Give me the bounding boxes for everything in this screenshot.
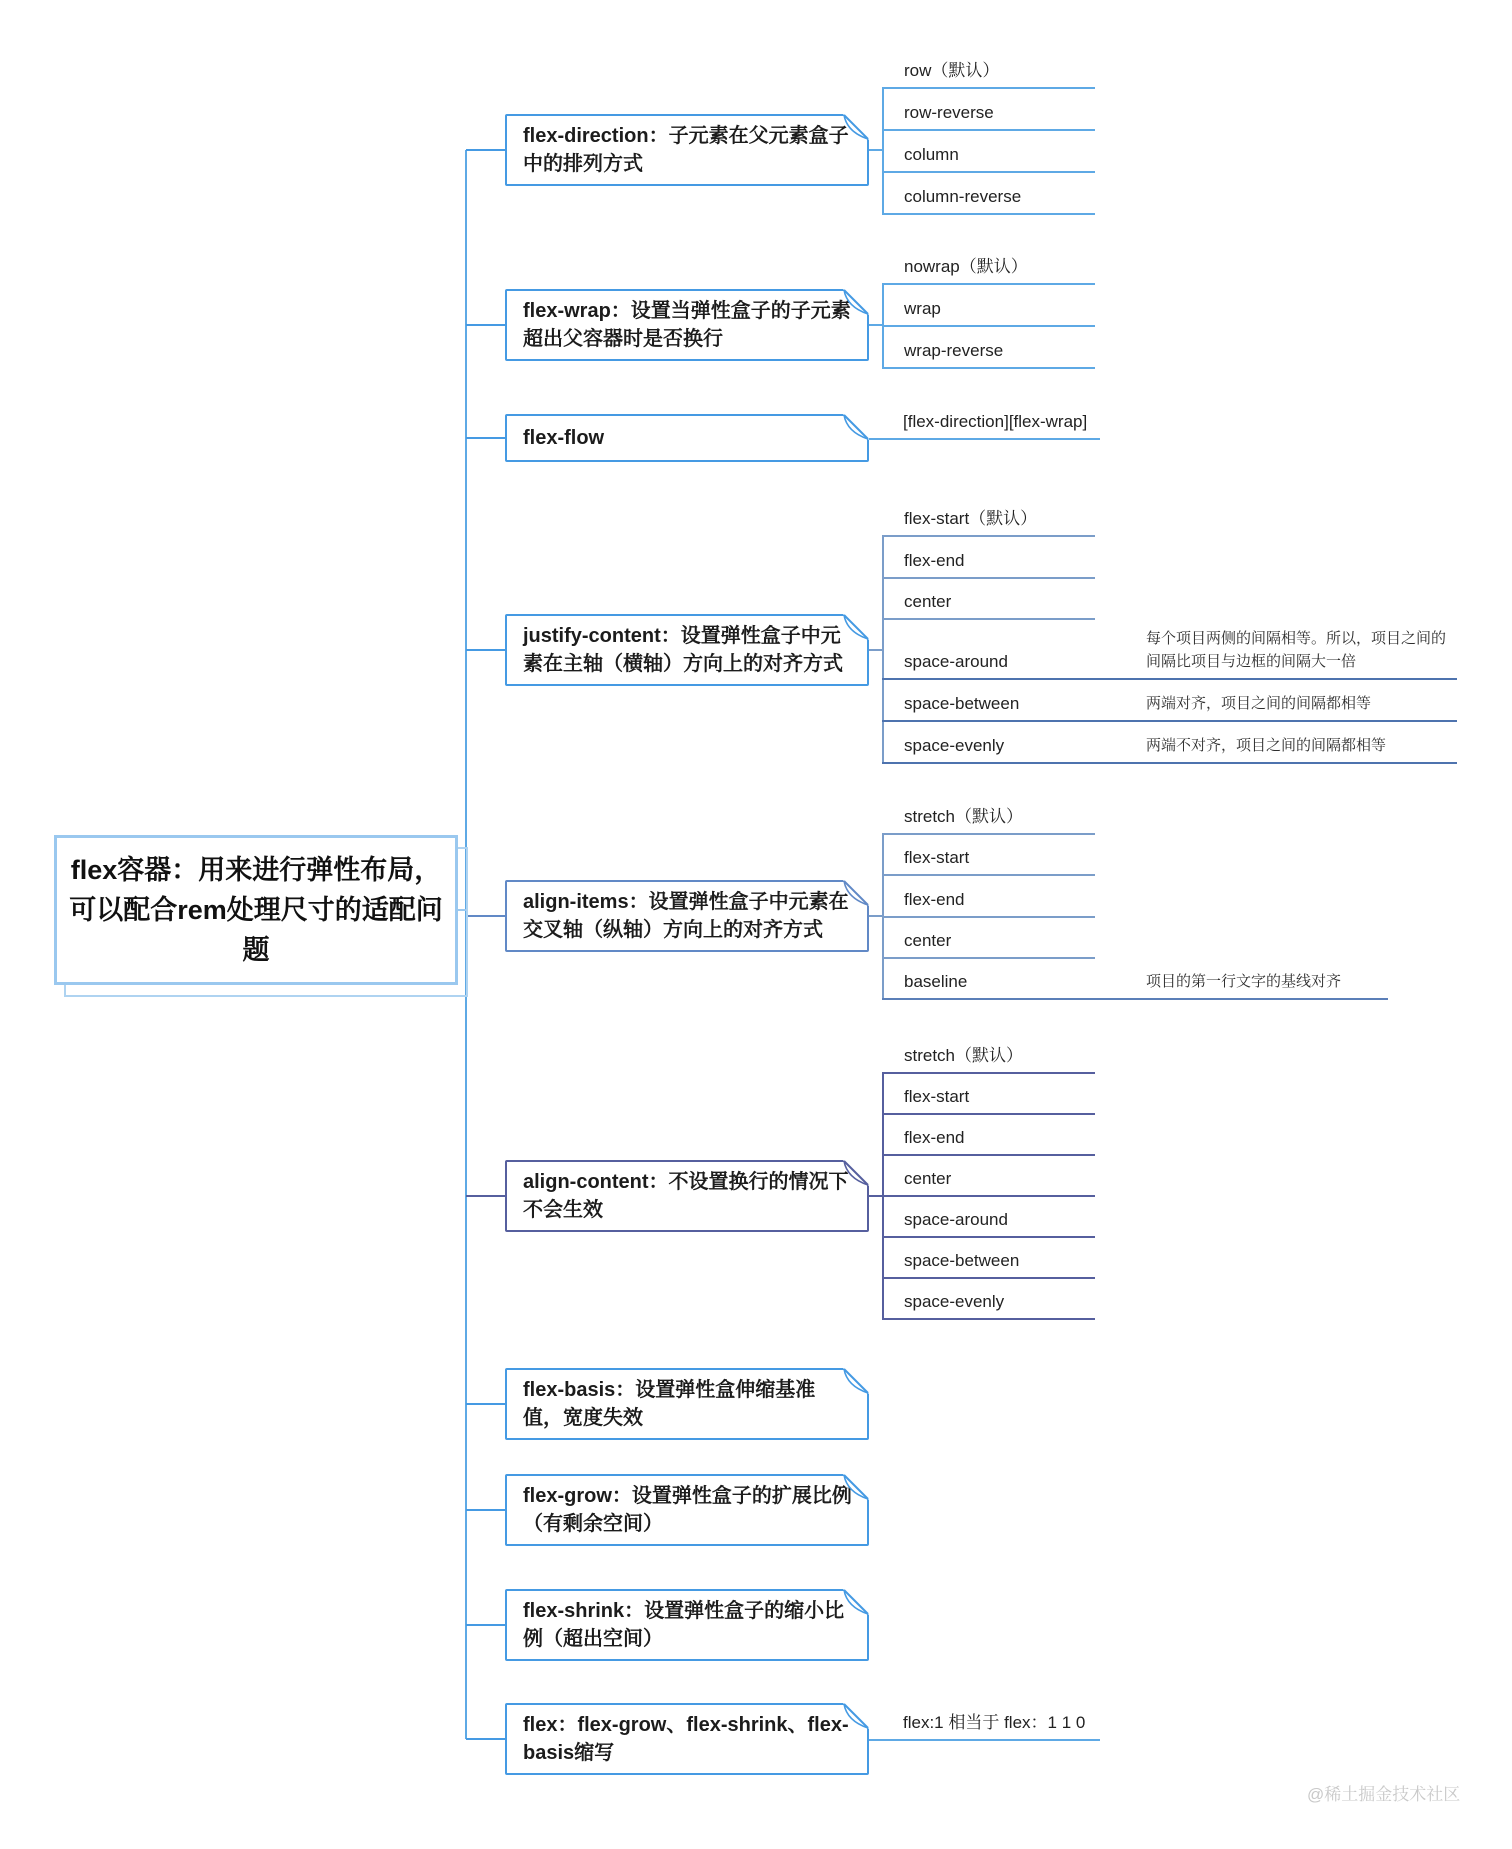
- fold-corner-icon: [843, 880, 869, 906]
- branch-flex-wrap[interactable]: [505, 289, 869, 361]
- fold-corner-icon: [843, 414, 869, 440]
- branch-connector-line: [466, 149, 505, 151]
- branch-label: flex-grow：设置弹性盒子的扩展比例（有剩余空间）: [523, 1485, 852, 1535]
- leaf-label[interactable]: column: [904, 145, 959, 164]
- branch-flex-shrink[interactable]: [505, 1589, 869, 1661]
- leaf-item-align-content-3: [882, 1165, 1095, 1197]
- leaf-item-justify-content-5: [882, 732, 1457, 764]
- branch-label: flex-shrink：设置弹性盒子的缩小比例（超出空间）: [523, 1600, 845, 1650]
- leaf-label[interactable]: space-between: [904, 694, 1020, 713]
- branch-align-content[interactable]: [505, 1160, 869, 1232]
- leaf-item-align-content-6: [882, 1288, 1095, 1320]
- branch-connector-line: [466, 1624, 505, 1626]
- leaf-label[interactable]: row（默认）: [904, 61, 1000, 80]
- leaf-annotation: 项目的第一行文字的基线对齐: [1146, 973, 1342, 990]
- fold-corner-icon: [843, 1474, 869, 1500]
- leaf-label[interactable]: row-reverse: [904, 103, 994, 122]
- branch-connector-line: [466, 915, 505, 917]
- leaf-item-justify-content-4: [882, 690, 1457, 722]
- branch-flex-basis[interactable]: [505, 1368, 869, 1440]
- leaf-item-flex-direction-3: [882, 183, 1095, 215]
- fold-corner-icon: [843, 1160, 869, 1186]
- leaf-item-justify-content-2: [882, 588, 1095, 620]
- branch-label: flex-flow: [523, 427, 605, 449]
- leaf-label[interactable]: stretch（默认）: [904, 807, 1024, 826]
- leaf-label[interactable]: flex-start: [904, 1087, 970, 1106]
- leaf-item-align-items-4: [882, 968, 1388, 1000]
- leaf-item-justify-content-0: [882, 505, 1095, 537]
- leaf-item-align-items-3: [882, 927, 1095, 959]
- branch-connector-line: [466, 324, 505, 326]
- root-node-label: flex容器：用来进行弹性布局，可以配合rem处理尺寸的适配问题: [69, 855, 443, 965]
- leaf-label[interactable]: nowrap（默认）: [904, 257, 1028, 276]
- leaf-item-flex-wrap-0: [882, 253, 1095, 285]
- leaf-item-align-content-5: [882, 1247, 1095, 1279]
- branch-label: flex-basis：设置弹性盒伸缩基准值，宽度失效: [523, 1379, 816, 1429]
- fold-corner-icon: [843, 1703, 869, 1729]
- leaf-label[interactable]: space-around: [904, 652, 1008, 671]
- leaf-item-flex-flow-0: [869, 408, 1100, 440]
- branch-flex[interactable]: [505, 1703, 869, 1775]
- leaf-label[interactable]: flex-end: [904, 890, 965, 909]
- leaf-annotation: 两端对齐，项目之间的间隔都相等: [1146, 695, 1372, 712]
- root-node[interactable]: [54, 835, 458, 985]
- leaf-label[interactable]: wrap: [904, 299, 941, 318]
- leaf-label[interactable]: space-evenly: [904, 736, 1005, 755]
- leaf-item-align-content-0: [882, 1042, 1095, 1074]
- branch-connector-line: [466, 649, 505, 651]
- leaf-item-flex-wrap-1: [882, 295, 1095, 327]
- branch-flex-flow[interactable]: [505, 414, 869, 462]
- leaf-label[interactable]: baseline: [904, 972, 968, 991]
- leaf-item-align-content-1: [882, 1083, 1095, 1115]
- branch-label: flex-wrap：设置当弹性盒子的子元素超出父容器时是否换行: [523, 300, 851, 350]
- fold-corner-icon: [843, 114, 869, 140]
- leaf-item-align-items-1: [882, 844, 1095, 876]
- branch-connector-line: [466, 1195, 505, 1197]
- leaf-label[interactable]: flex-start（默认）: [904, 509, 1038, 528]
- leaf-label[interactable]: center: [904, 931, 952, 950]
- fold-corner-icon: [843, 1368, 869, 1394]
- leaf-item-justify-content-3: [882, 630, 1457, 680]
- fold-corner-icon: [843, 289, 869, 315]
- leaf-label[interactable]: [flex-direction][flex-wrap]: [903, 412, 1088, 431]
- leaf-label[interactable]: stretch（默认）: [904, 1046, 1024, 1065]
- leaf-item-flex-direction-0: [882, 57, 1095, 89]
- branch-justify-content[interactable]: [505, 614, 869, 686]
- branch-connector-line: [466, 437, 505, 439]
- leaf-item-align-content-4: [882, 1206, 1095, 1238]
- leaf-label[interactable]: column-reverse: [904, 187, 1022, 206]
- leaf-label[interactable]: wrap-reverse: [904, 341, 1004, 360]
- watermark: @稀土掘金技术社区: [1307, 1785, 1461, 1804]
- branch-flex-direction[interactable]: [505, 114, 869, 186]
- leaf-label[interactable]: flex-start: [904, 848, 970, 867]
- fold-corner-icon: [843, 614, 869, 640]
- leaf-item-flex-direction-2: [882, 141, 1095, 173]
- leaf-label[interactable]: space-between: [904, 1251, 1020, 1270]
- leaf-label[interactable]: space-around: [904, 1210, 1008, 1229]
- leaf-item-align-items-2: [882, 886, 1095, 918]
- branch-label: flex-direction：子元素在父元素盒子中的排列方式: [523, 125, 849, 175]
- branch-label: justify-content：设置弹性盒子中元素在主轴（横轴）方向上的对齐方式: [523, 625, 843, 675]
- branch-connector-line: [466, 1509, 505, 1511]
- leaf-item-flex-direction-1: [882, 99, 1095, 131]
- leaf-annotation: 两端不对齐，项目之间的间隔都相等: [1146, 737, 1387, 754]
- branch-label: align-content：不设置换行的情况下不会生效: [523, 1171, 849, 1221]
- leaf-label[interactable]: flex-end: [904, 1128, 965, 1147]
- branch-flex-grow[interactable]: [505, 1474, 869, 1546]
- leaf-item-align-items-0: [882, 803, 1095, 835]
- branch-label: flex：flex-grow、flex-shrink、flex-basis缩写: [523, 1714, 849, 1764]
- branch-align-items[interactable]: [505, 880, 869, 952]
- leaf-label[interactable]: flex:1 相当于 flex：1 1 0: [903, 1713, 1086, 1732]
- leaf-item-flex-wrap-2: [882, 337, 1095, 369]
- branch-connector-line: [466, 1403, 505, 1405]
- leaf-label[interactable]: flex-end: [904, 551, 965, 570]
- branch-connector-line: [466, 1738, 505, 1740]
- fold-corner-icon: [843, 1589, 869, 1615]
- leaf-item-align-content-2: [882, 1124, 1095, 1156]
- branch-label: align-items：设置弹性盒子中元素在交叉轴（纵轴）方向上的对齐方式: [523, 891, 849, 941]
- leaf-label[interactable]: center: [904, 1169, 952, 1188]
- leaf-annotation: 每个项目两侧的间隔相等。所以，项目之间的间隔比项目与边框的间隔大一倍: [1146, 630, 1447, 670]
- leaf-item-justify-content-1: [882, 547, 1095, 579]
- leaf-label[interactable]: center: [904, 592, 952, 611]
- leaf-item-flex-0: [869, 1709, 1100, 1741]
- leaf-label[interactable]: space-evenly: [904, 1292, 1005, 1311]
